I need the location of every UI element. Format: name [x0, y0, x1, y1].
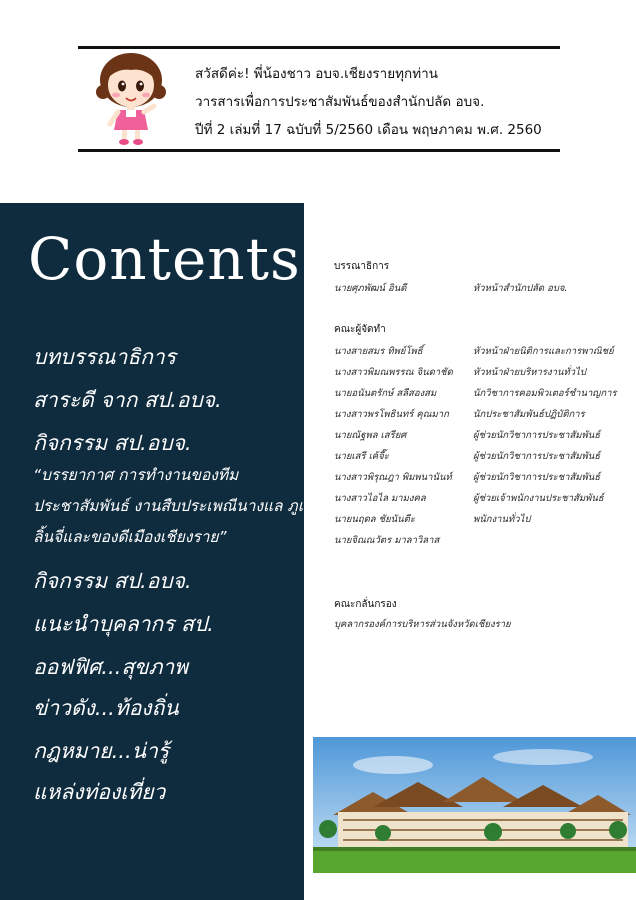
team-member-name: นายนฤดล ชัยนันตีะ: [334, 514, 415, 525]
team-member-name: นางสาวพิรุณฎา พิมพนานันท์: [334, 472, 452, 483]
toc-item: ประชาสัมพันธ์ งานสืบประเพณีนางแล ภูแล: [33, 497, 318, 515]
team-member-role: ผู้ช่วยนักวิชาการประชาสัมพันธ์: [473, 451, 601, 462]
team-member-name: นายจิณณวัตร มาลาวิลาส: [334, 535, 440, 546]
toc-item: กฎหมาย...น่ารู้: [33, 739, 170, 763]
toc-item: แนะนำบุคลากร สป.: [33, 612, 214, 636]
toc-item: บทบรรณาธิการ: [33, 345, 176, 369]
toc-item: “บรรยากาศ การทำงานของทีม: [33, 466, 239, 484]
greeting-line: สวัสดีค่ะ! พี่น้องชาว อบจ.เชียงรายทุกท่าน: [195, 66, 438, 82]
team-member-name: นางสาวไอไล มามงคล: [334, 493, 426, 504]
team-member-name: นายณัฐพล เสรียศ: [334, 430, 407, 441]
issue-info: ปีที่ 2 เล่มที่ 17 ฉบับที่ 5/2560 เดือน พฤษภาคม พ.ศ. 2560: [195, 122, 542, 138]
team-heading: คณะผู้จัดทำ: [334, 324, 386, 335]
team-member-name: นายเสรี เค้จี๊ะ: [334, 451, 389, 462]
toc-item: สาระดี จาก สป.อบจ.: [33, 388, 222, 412]
toc-item: กิจกรรม สป.อบจ.: [33, 431, 192, 455]
toc-item: ลิ้นจี่และของดีเมืองเชียงราย”: [33, 528, 227, 546]
header-bottom-rule: [78, 149, 560, 152]
team-member-role: หัวหน้าฝ่ายนิติการและการพาณิชย์: [473, 346, 614, 357]
team-member-role: หัวหน้าฝ่ายบริหารงานทั่วไป: [473, 367, 586, 378]
toc-item: กิจกรรม สป.อบจ.: [33, 569, 192, 593]
editor-heading: บรรณาธิการ: [334, 261, 390, 272]
cartoon-girl-mascot-icon: [96, 50, 166, 146]
team-member-name: นางสาวพิมณพรรณ จินดาชัด: [334, 367, 453, 378]
team-member-role: พนักงานทั่วไป: [473, 514, 531, 525]
team-member-role: ผู้ช่วยนักวิชาการประชาสัมพันธ์: [473, 430, 601, 441]
team-member-role: นักประชาสัมพันธ์ปฏิบัติการ: [473, 409, 585, 420]
building-photo: [313, 737, 636, 873]
screening-text: บุคลากรองค์การบริหารส่วนจังหวัดเชียงราย: [334, 619, 511, 630]
screening-heading: คณะกลั่นกรอง: [334, 599, 397, 610]
toc-item: ข่าวดัง...ท้องถิ่น: [33, 696, 179, 720]
toc-item: ออฟฟิศ...สุขภาพ: [33, 655, 188, 679]
team-member-name: นางสาวพรโพธินทร์ คุณมาก: [334, 409, 449, 420]
toc-item: แหล่งท่องเที่ยว: [33, 780, 166, 804]
journal-description: วารสารเพื่อการประชาสัมพันธ์ของสำนักปลัด อบจ.: [195, 94, 485, 110]
editor-name: นายศุภพัฒน์ อินดี: [334, 283, 407, 294]
team-member-name: นายอนันตรักษ์ สลีสองสม: [334, 388, 437, 399]
contents-title: Contents: [28, 225, 301, 293]
team-member-role: ผู้ช่วยเจ้าพนักงานประชาสัมพันธ์: [473, 493, 604, 504]
team-member-role: ผู้ช่วยนักวิชาการประชาสัมพันธ์: [473, 472, 601, 483]
team-member-name: นางสายสมร ทิพย์โพธิ์: [334, 346, 423, 357]
editor-role: หัวหน้าสำนักปลัด อบจ.: [473, 283, 568, 294]
team-member-role: นักวิชาการคอมพิวเตอร์ชำนาญการ: [473, 388, 617, 399]
header-top-rule: [78, 46, 560, 49]
